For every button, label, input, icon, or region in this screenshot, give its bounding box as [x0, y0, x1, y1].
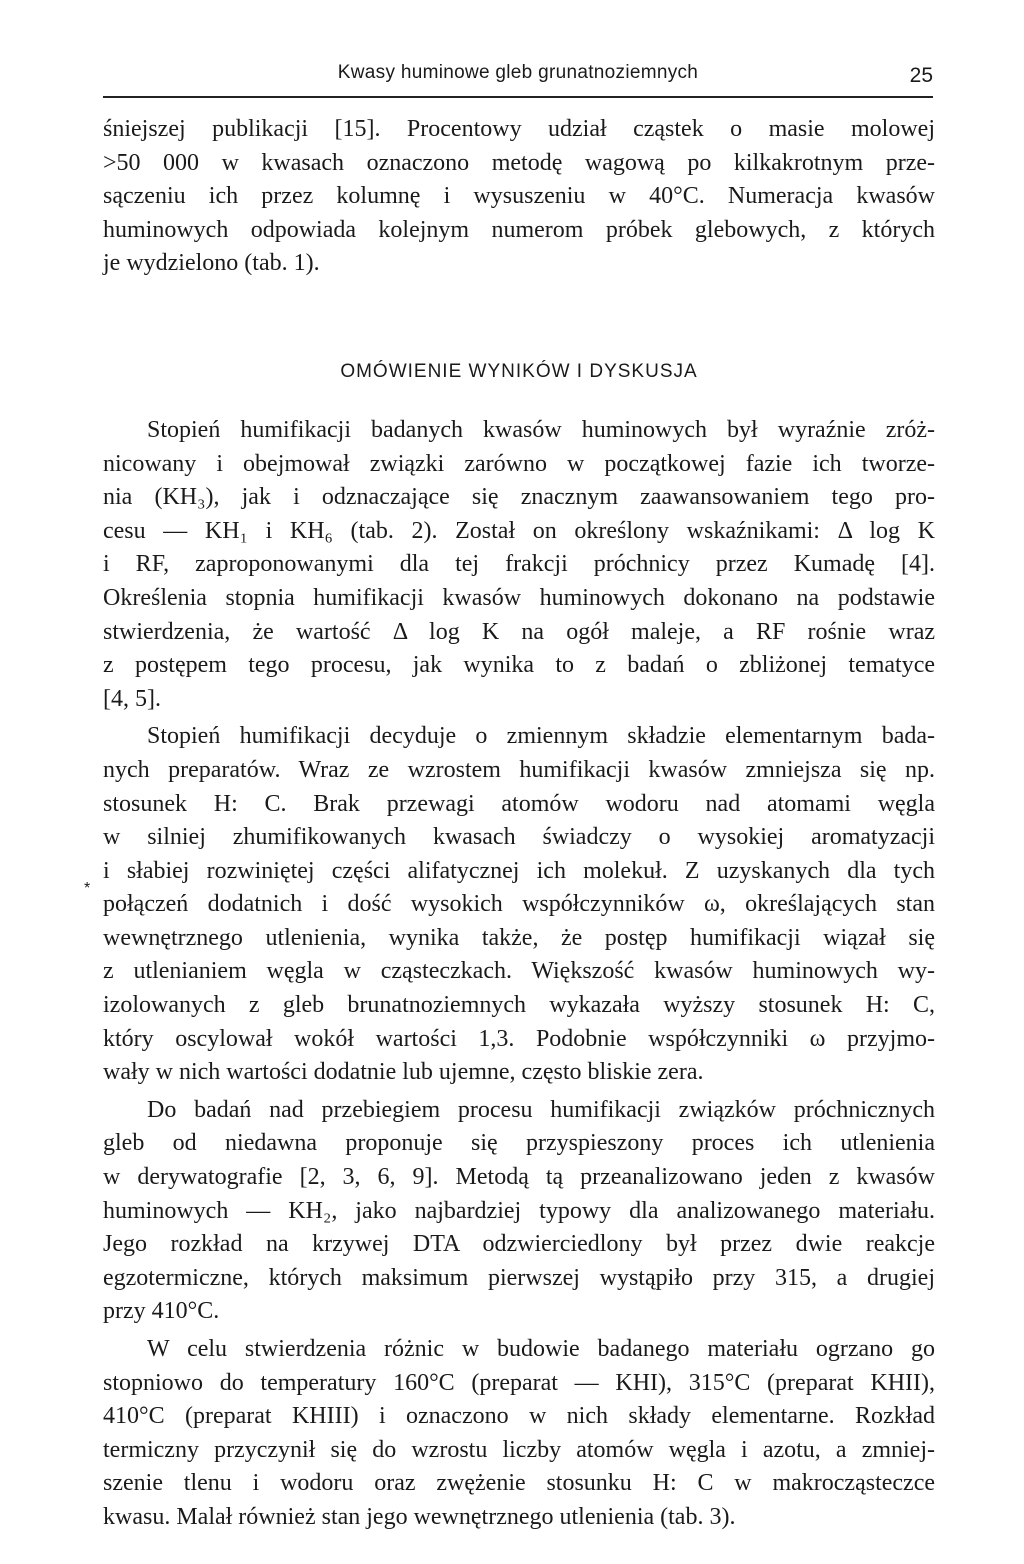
text-line: stosunek H: C. Brak przewagi atomów wodoru nad atomami węgla [103, 790, 935, 817]
text-line: Stopień humifikacji decyduje o zmiennym składzie elementarnym bada- [147, 723, 935, 750]
text-line: huminowych odpowiada kolejnym numerom próbek glebowych, z których [103, 216, 935, 243]
text-line: śniejszej publikacji [15]. Procentowy udział cząstek o masie molowej [103, 116, 935, 142]
text-line: w derywatografie [2, 3, 6, 9]. Metodą tą przeanalizowano jeden z kwasów [103, 1164, 935, 1191]
text-line: w silniej zhumifikowanych kwasach świadczy o wysokiej aromatyzacji [103, 824, 935, 851]
text-line: stwierdzenia, że wartość Δ log K na ogół maleje, a RF rośnie wraz [103, 618, 935, 645]
text-line: 410°C (preparat KHIII) i oznaczono w nich składy elementarne. Rozkład [103, 1403, 935, 1430]
text-line: sączeniu ich przez kolumnę i wysuszeniu w 40°C. Numeracja kwasów [103, 183, 935, 210]
text-line: je wydzielono (tab. 1). [103, 250, 320, 277]
text-line: stopniowo do temperatury 160°C (preparat — KHI), 315°C (preparat KHII), [103, 1369, 935, 1396]
text-line: kwasu. Malał również stan jego wewnętrznego utlenienia (tab. 3). [103, 1503, 736, 1530]
text-line: cesu — KH₁ i KH₆ (tab. 2). Został on określony wskaźnikami: Δ log K [103, 517, 935, 544]
body-text [103, 113, 935, 1535]
text-line: termiczny przyczynił się do wzrostu liczby atomów węgla i azotu, a zmniej- [103, 1436, 935, 1463]
paragraph-continuation [103, 113, 935, 281]
text-line: Do badań nad przebiegiem procesu humifikacji związków próchnicznych [147, 1096, 935, 1123]
text-line: gleb od niedawna proponuje się przyspieszony proces ich utlenienia [103, 1130, 935, 1157]
text-line: egzotermiczne, których maksimum pierwszej wystąpiło przy 315, a drugiej [103, 1264, 935, 1291]
running-title: Kwasy huminowe gleb grunatnoziemnych [337, 62, 699, 83]
text-line: Stopień humifikacji badanych kwasów huminowych był wyraźnie zróż- [147, 416, 935, 443]
text-line: połączeń dodatnich i dość wysokich współczynników ω, określających stan [103, 891, 935, 918]
text-line: wały w nich wartości dodatnie lub ujemne, często bliskie zera. [103, 1059, 704, 1086]
paragraph [103, 414, 935, 716]
text-line: przy 410°C. [103, 1298, 220, 1325]
text-line: izolowanych z gleb brunatnoziemnych wykazała wyższy stosunek H: C, [103, 992, 935, 1019]
text-line: >50 000 w kwasach oznaczono metodę wagową po kilkakrotnym prze- [103, 149, 935, 176]
text-line: nych preparatów. Wraz ze wzrostem humifikacji kwasów zmniejsza się np. [103, 756, 935, 783]
text-line: Jego rozkład na krzywej DTA odzwierciedlony był przez dwie reakcje [103, 1231, 935, 1258]
text-line: [4, 5]. [103, 685, 161, 712]
text-line: i słabiej rozwiniętej części alifatycznej ich molekuł. Z uzyskanych dla tych [103, 857, 935, 884]
text-line: z postępem tego procesu, jak wynika to z badań o zbliżonej tematyce [103, 652, 935, 679]
text-line: nia (KH₃), jak i odznaczające się znacznym zaawansowaniem tego pro- [103, 484, 935, 511]
running-header [103, 60, 933, 98]
text-line: szenie tlenu i wodoru oraz zwężenie stosunku H: C w makrocząsteczce [103, 1470, 935, 1497]
paragraph [103, 720, 935, 1090]
text-line: który oscylował wokół wartości 1,3. Podobnie współczynniki ω przyjmo- [103, 1025, 935, 1052]
text-line: i RF, zaproponowanymi dla tej frakcji próchnicy przez Kumadę [4]. [103, 551, 935, 578]
text-line: huminowych — KH₂, jako najbardziej typowy dla analizowanego materiału. [103, 1197, 935, 1224]
section-heading: OMÓWIENIE WYNIKÓW I DYSKUSJA [340, 360, 698, 382]
text-line: z utlenianiem węgla w cząsteczkach. Większość kwasów huminowych wy- [103, 958, 935, 985]
paragraph [103, 1333, 935, 1535]
text-line: Określenia stopnia humifikacji kwasów huminowych dokonano na podstawie [103, 584, 935, 611]
paragraph [103, 1094, 935, 1329]
text-line: W celu stwierdzenia różnic w budowie badanego materiału ogrzano go [147, 1336, 935, 1362]
text-line: nicowany i obejmował związki zarówno w początkowej fazie ich tworze- [103, 450, 935, 477]
page-number: 25 [909, 64, 933, 87]
text-line: wewnętrznego utlenienia, wynika także, że postęp humifikacji wiązał się [103, 924, 935, 951]
margin-asterisk-mark: * [84, 880, 91, 897]
